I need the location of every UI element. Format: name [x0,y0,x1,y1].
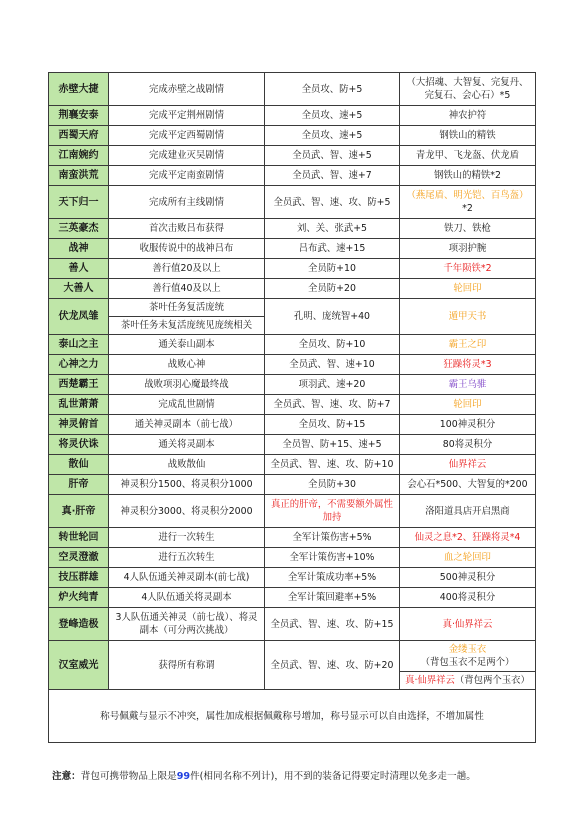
unlock-condition: 战败心神 [109,355,265,375]
table-row [49,528,536,548]
attribute-bonus: 全员武、智、速+10 [265,355,400,375]
attribute-bonus: 全员防+10 [265,259,400,279]
attribute-bonus: 全员武、智、速、攻、防+5 [265,186,400,219]
table-row [49,166,536,186]
unlock-condition: 完成所有主线剧情 [109,186,265,219]
reward [400,186,536,219]
attribute-bonus: 全军计策回避率+5% [265,588,400,608]
table-row [49,641,536,690]
unlock-condition: 完成平定荆州剧情 [109,106,265,126]
attribute-bonus: 刘、关、张武+5 [265,219,400,239]
reward: （大招魂、大智复、完复丹、完复石、会心石）*5 [400,73,536,106]
footer-note: 称号佩戴与显示不冲突，属性加成根据佩戴称号增加，称号显示可以自由选择，不增加属性 [49,690,536,743]
reward: 霸王乌骓 [400,375,536,395]
attribute-bonus: 全军计策成功率+5% [265,568,400,588]
unlock-condition: 通关神灵副本（前七战） [109,415,265,435]
title-name: 炉火纯青 [49,588,109,608]
attribute-bonus: 全员武、智、速、攻、防+15 [265,608,400,641]
reward: 80将灵积分 [400,435,536,455]
table-row [49,395,536,415]
bottom-note [52,768,476,782]
attribute-bonus: 全员攻、速+5 [265,106,400,126]
reward: 真·仙界祥云 [400,608,536,641]
attribute-bonus: 全员智、防+15、速+5 [265,435,400,455]
table-row [49,146,536,166]
reward: 霸王之印 [400,335,536,355]
attribute-bonus: 全员武、智、速、攻、防+10 [265,455,400,475]
unlock-condition: 完成平定南蛮剧情 [109,166,265,186]
reward-item: 真·仙界祥云 [405,675,455,686]
attribute-bonus: 全员武、智、速+7 [265,166,400,186]
unlock-condition [109,299,265,335]
table-row [49,355,536,375]
table-row [49,415,536,435]
title-name: 赤壁大捷 [49,73,109,106]
table-row [49,106,536,126]
unlock-condition: 首次击败吕布获得 [109,219,265,239]
title-name: 战神 [49,239,109,259]
table-row [49,279,536,299]
reward: 神农护符 [400,106,536,126]
reward [400,528,536,548]
reward: 遁甲天书 [400,299,536,335]
table-row [49,259,536,279]
reward: 轮回印 [400,395,536,415]
table-row [49,219,536,239]
title-name: 江南婉约 [49,146,109,166]
titles-table [48,72,536,743]
unlock-condition: 3人队伍通关神灵（前七战）、将灵副本（可分两次挑战） [109,608,265,641]
attribute-bonus: 全员防+30 [265,475,400,495]
title-name: 汉室威光 [49,641,109,690]
titles-table-sheet [48,72,535,743]
title-name: 大善人 [49,279,109,299]
note-number: 99 [176,771,191,782]
table-row [49,335,536,355]
reward: 青龙甲、飞龙盔、伏龙盾 [400,146,536,166]
title-name: 伏龙凤雏 [49,299,109,335]
attribute-bonus: 全军计策伤害+10% [265,548,400,568]
reward: 100神灵积分 [400,415,536,435]
title-name: 神灵俯首 [49,415,109,435]
unlock-condition: 完成乱世剧情 [109,395,265,415]
attribute-bonus: 全员攻、防+15 [265,415,400,435]
reward: 轮回印 [400,279,536,299]
attribute-bonus: 全员武、智、速+5 [265,146,400,166]
reward-item-b: 狂躁将灵*4 [472,532,521,543]
note-text-after: 件(相同名称不列计)，用不到的装备记得要定时清理以免多走一趟。 [190,771,476,782]
attribute-bonus: 全员攻、速+5 [265,126,400,146]
table-row [49,568,536,588]
unlock-condition: 收服传说中的战神吕布 [109,239,265,259]
title-name: 荆襄安泰 [49,106,109,126]
unlock-condition: 完成平定西蜀剧情 [109,126,265,146]
unlock-condition-b: 茶叶任务未复活庞统见庞统相关 [109,316,264,334]
table-row [49,548,536,568]
reward-condition: （背包两个玉衣） [454,675,530,686]
attribute-bonus: 全军计策伤害+5% [265,528,400,548]
title-name: 乱世萧萧 [49,395,109,415]
table-row [49,588,536,608]
attribute-bonus: 孔明、庞统智+40 [265,299,400,335]
attribute-bonus: 全员攻、防+5 [265,73,400,106]
table-row [49,495,536,528]
title-name: 泰山之主 [49,335,109,355]
title-name: 善人 [49,259,109,279]
table-row [49,475,536,495]
note-label: 注意： [52,771,81,782]
table-row [49,435,536,455]
unlock-condition: 战败项羽心魔最终战 [109,375,265,395]
unlock-condition: 进行一次转生 [109,528,265,548]
reward-condition: （背包玉衣不足两个） [420,657,515,668]
unlock-condition: 获得所有称谓 [109,641,265,690]
reward: 钢铁山的精铁*2 [400,166,536,186]
table-row [49,608,536,641]
unlock-condition: 4人队伍通关将灵副本 [109,588,265,608]
title-name: 转世轮回 [49,528,109,548]
title-name: 技压群雄 [49,568,109,588]
unlock-condition: 战败散仙 [109,455,265,475]
title-name: 天下归一 [49,186,109,219]
table-row [49,455,536,475]
unlock-condition: 4人队伍通关神灵副本(前七战) [109,568,265,588]
reward-option-a [400,641,535,671]
note-text-before: 背包可携带物品上限是 [80,771,177,782]
title-name: 南蛮洪荒 [49,166,109,186]
attribute-bonus: 全员防+20 [265,279,400,299]
table-row [49,375,536,395]
reward: 洛阳道具店开启黑商 [400,495,536,528]
title-name: 肝帝 [49,475,109,495]
reward: 钢铁山的精铁 [400,126,536,146]
reward-item: 金缕玉衣 [448,644,487,655]
table-row [49,239,536,259]
title-name: 空灵澄澈 [49,548,109,568]
attribute-bonus: 真正的肝帝，不需要额外属性加持 [265,495,400,528]
title-name: 登峰造极 [49,608,109,641]
reward-multiplier: *2 [462,203,473,214]
title-name: 西蜀天府 [49,126,109,146]
unlock-condition: 完成赤壁之战剧情 [109,73,265,106]
reward-highlight: （燕尾盾、明光铠、百鸟盔） [406,190,529,201]
reward: 会心石*500、大智复的*200 [400,475,536,495]
title-name: 散仙 [49,455,109,475]
title-name: 将灵伏诛 [49,435,109,455]
attribute-bonus: 全员攻、防+10 [265,335,400,355]
attribute-bonus: 全员武、智、速、攻、防+7 [265,395,400,415]
reward: 铁刀、铁枪 [400,219,536,239]
unlock-condition: 神灵积分3000、将灵积分2000 [109,495,265,528]
title-name: 心神之力 [49,355,109,375]
reward: 狂躁将灵*3 [400,355,536,375]
title-name: 西楚霸王 [49,375,109,395]
reward: 项羽护腕 [400,239,536,259]
unlock-condition: 神灵积分1500、将灵积分1000 [109,475,265,495]
unlock-condition: 通关泰山副本 [109,335,265,355]
table-row [49,299,536,335]
reward-item-a: 仙灵之息*2、 [414,532,473,543]
reward: 500神灵积分 [400,568,536,588]
title-name: 三英豪杰 [49,219,109,239]
table-row [49,186,536,219]
attribute-bonus: 项羽武、速+20 [265,375,400,395]
reward: 400将灵积分 [400,588,536,608]
unlock-condition: 善行值20及以上 [109,259,265,279]
unlock-condition-a: 茶叶任务复活庞统 [148,302,224,313]
table-row [49,73,536,106]
table-row [49,126,536,146]
unlock-condition: 善行值40及以上 [109,279,265,299]
attribute-bonus: 全员武、智、速、攻、防+20 [265,641,400,690]
unlock-condition: 完成建业灭吴剧情 [109,146,265,166]
footer-row [49,690,536,743]
unlock-condition: 通关将灵副本 [109,435,265,455]
reward: 血之轮回印 [400,548,536,568]
title-name: 真·肝帝 [49,495,109,528]
reward [400,641,536,690]
attribute-bonus: 吕布武、速+15 [265,239,400,259]
reward: 仙界祥云 [400,455,536,475]
reward: 千年陨铁*2 [400,259,536,279]
unlock-condition: 进行五次转生 [109,548,265,568]
reward-option-b [400,671,535,689]
